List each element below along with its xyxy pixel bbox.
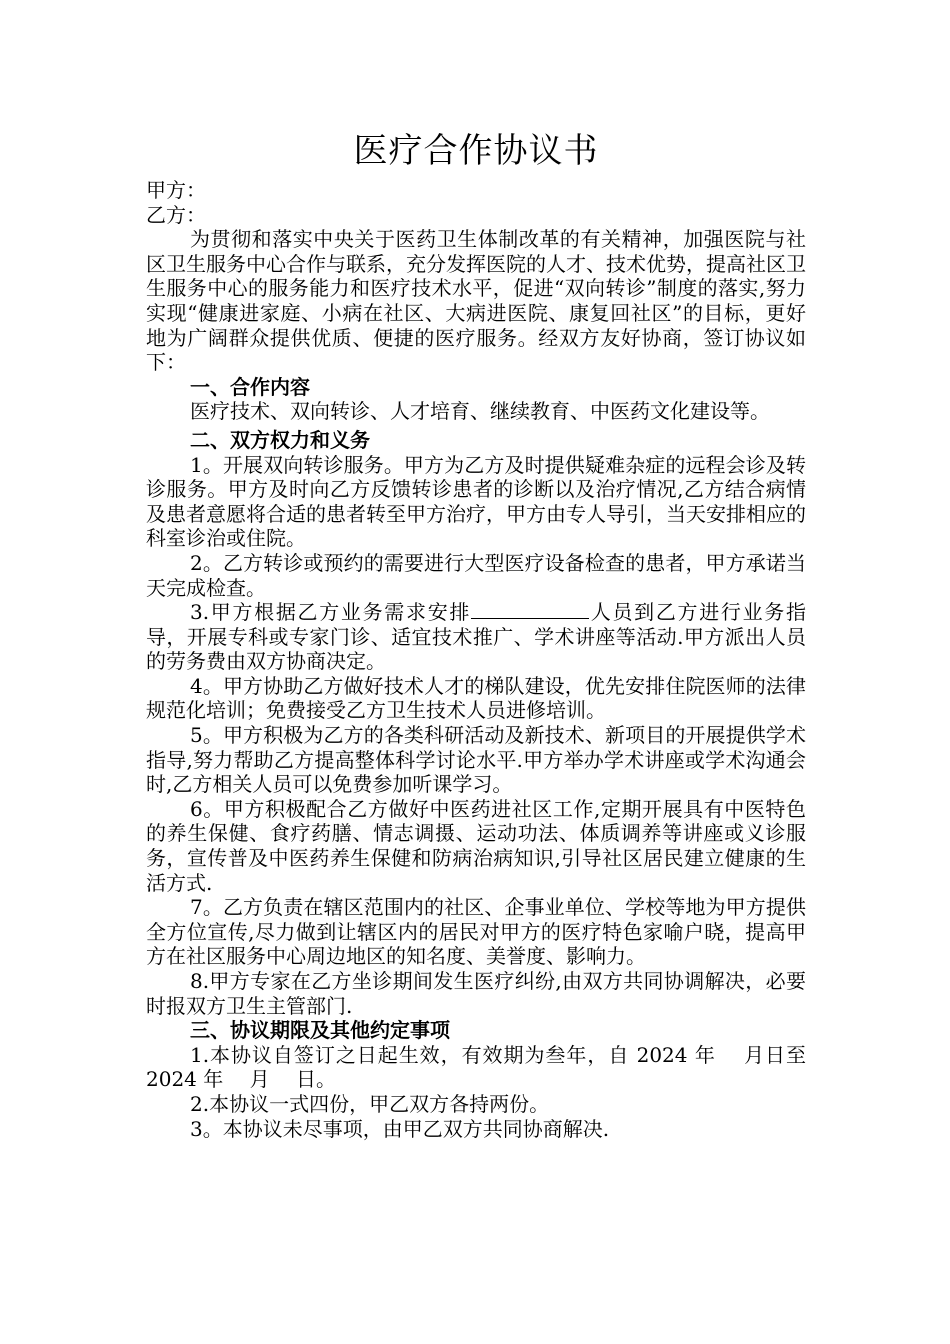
fill-in-blank [471,600,589,619]
document-title: 医疗合作协议书 [353,131,599,171]
document-page [146,128,806,1141]
section-2-item-2: 2。乙方转诊或预约的需要进行大型医疗设备检查的患者，甲方承诺当天完成检查。 [146,550,806,600]
item-3-text-after: 人员到乙方进行业务指导，开展专科或专家门诊、适宜技术推广、学术讲座等活动.甲方派出人员的劳务费由双方协商决定。 [146,600,806,674]
party-a-label: 甲方： [146,178,206,202]
section-1-body: 医疗技术、双向转诊、人才培育、继续教育、中医药文化建设等。 [190,399,770,424]
section-1-heading: 一、合作内容 [190,374,310,399]
section-2-item-3 [146,600,806,674]
section-3-heading: 三、协议期限及其他约定事项 [190,1018,450,1043]
section-2-item-1: 1。开展双向转诊服务。甲方为乙方及时提供疑难杂症的远程会诊及转诊服务。甲方及时向乙方反馈转诊患者的诊断以及治疗情况,乙方结合病情及患者意愿将合适的患者转至甲方治疗，甲方由专人导引，当天安排相应的科室诊治或住院。 [146,452,806,551]
section-2-item-5: 5。甲方积极为乙方的各类科研活动及新技术、新项目的开展提供学术指导,努力帮助乙方提高整体科学讨论水平.甲方举办学术讲座或学术沟通会时,乙方相关人员可以免费参加听课学习。 [146,723,806,797]
section-3-item-2: 2.本协议一式四份，甲乙双方各持两份。 [190,1091,550,1116]
section-2-heading: 二、双方权力和义务 [190,427,370,452]
item-3-text-before: 3.甲方根据乙方业务需求安排 [190,600,472,625]
section-3-item-3: 3。本协议未尽事项，由甲乙双方共同协商解决. [190,1116,610,1141]
party-b-label: 乙方： [146,202,206,227]
section-3-item-1: 1.本协议自签订之日起生效，有效期为叁年，自 2024 年 月日至 2024 年 月 日。 [146,1042,806,1092]
section-2-item-6: 6。甲方积极配合乙方做好中医药进社区工作,定期开展具有中医特色的养生保健、食疗药膳、情志调摄、运动功法、体质调养等讲座或义诊服务，宣传普及中医药养生保健和防病治病知识,引导社区居民建立健康的生活方式. [146,796,806,895]
section-2-item-4: 4。甲方协助乙方做好技术人才的梯队建设，优先安排住院医师的法律规范化培训；免费接受乙方卫生技术人员进修培训。 [146,673,806,723]
section-2-item-8: 8.甲方专家在乙方坐诊期间发生医疗纠纷,由双方共同协调解决，必要时报双方卫生主管部门. [146,969,806,1018]
section-2-item-7: 7。乙方负责在辖区范围内的社区、企事业单位、学校等地为甲方提供全方位宣传,尽力做到让辖区内的居民对甲方的医疗特色家喻户晓，提高甲方在社区服务中心周边地区的知名度、美誉度、影响力。 [146,895,806,969]
preamble-paragraph: 为贯彻和落实中央关于医药卫生体制改革的有关精神，加强医院与社区卫生服务中心合作与联系，充分发挥医院的人才、技术优势，提高社区卫生服务中心的服务能力和医疗技术水平，促进“双向转诊”制度的落实,努力实现“健康进家庭、小病在社区、大病进医院、康复回社区”的目标，更好地为广阔群众提供优质、便捷的医疗服务。经双方友好协商，签订协议如下： [146,227,806,375]
